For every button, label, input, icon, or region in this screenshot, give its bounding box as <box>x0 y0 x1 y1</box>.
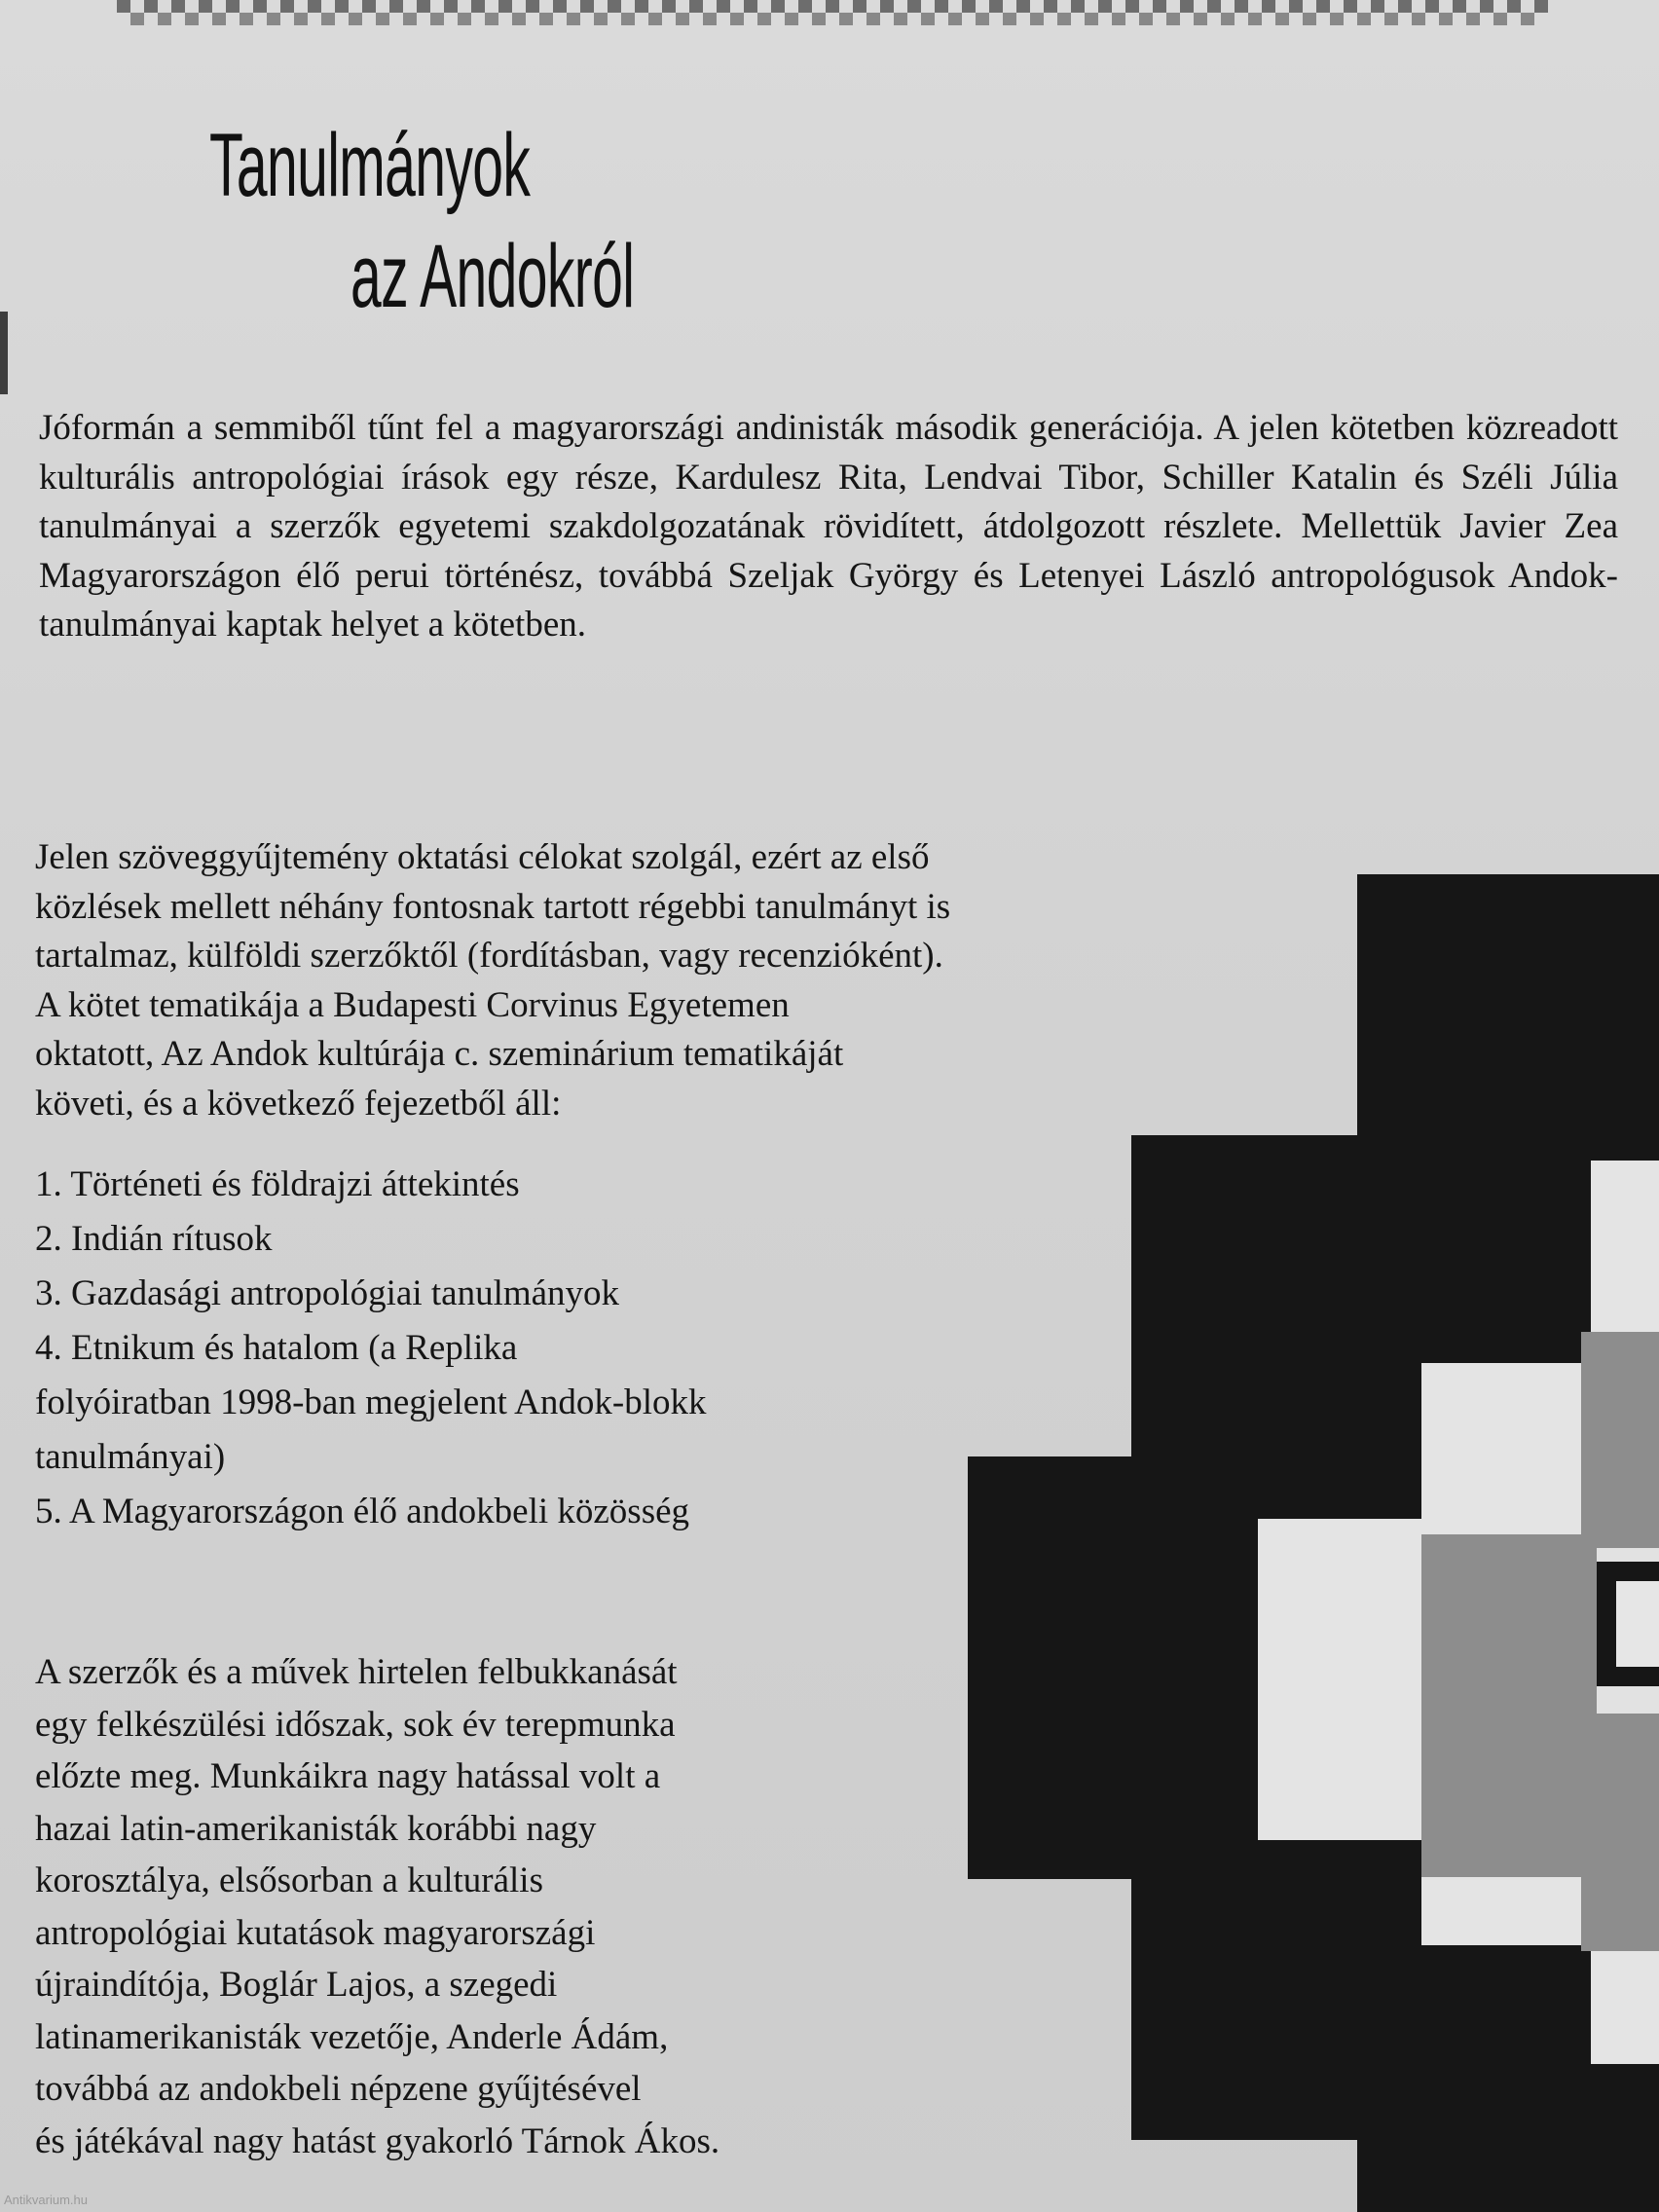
purpose-line: követi, és a következő fejezetből áll: <box>35 1083 562 1124</box>
closing-line: és játékával nagy hatást gyakorló Tárnok Ákos. <box>35 2120 720 2161</box>
left-edge-mark <box>0 312 8 394</box>
closing-line: egy felkészülési időszak, sok év terepmunka <box>35 1704 676 1745</box>
purpose-line: oktatott, Az Andok kultúrája c. szeminárium tematikáját <box>35 1034 844 1074</box>
checkered-top-border <box>117 0 1548 29</box>
book-title-line-2: az Andokról <box>350 227 635 326</box>
closing-paragraph <box>35 1646 940 2167</box>
closing-line: korosztálya, elsősorban a kulturális <box>35 1861 543 1900</box>
source-watermark: Antikvarium.hu <box>4 2193 88 2207</box>
purpose-line: tartalmaz, külföldi szerzőktől (fordításban, vagy recenzióként). <box>35 936 943 976</box>
closing-line: A szerzők és a művek hirtelen felbukkanását <box>35 1652 678 1692</box>
chapter-item: 2. Indián rítusok <box>35 1219 273 1259</box>
purpose-line: közlések mellett néhány fontosnak tartott régebbi tanulmányt is <box>35 886 951 927</box>
closing-line: antropológiai kutatások magyarországi <box>35 1912 596 1953</box>
purpose-line: Jelen szöveggyűjtemény oktatási célokat szolgál, ezért az első <box>35 837 930 877</box>
closing-line: újraindítója, Boglár Lajos, a szegedi <box>35 1965 558 2005</box>
chapter-item-continuation: folyóiratban 1998-ban megjelent Andok-blokk <box>35 1382 707 1422</box>
chapter-item-continuation: tanulmányai) <box>35 1437 226 1477</box>
closing-line: hazai latin-amerikanisták korábbi nagy <box>35 1808 597 1849</box>
chapter-item: 1. Történeti és földrajzi áttekintés <box>35 1164 520 1204</box>
chapter-item: 4. Etnikum és hatalom (a Replika <box>35 1328 518 1368</box>
chapter-item: 5. A Magyarországon élő andokbeli közösség <box>35 1492 690 1531</box>
closing-line: latinamerikanisták vezetője, Anderle Ádám, <box>35 2016 669 2057</box>
purpose-paragraph <box>35 833 1009 1128</box>
purpose-line: A kötet tematikája a Budapesti Corvinus Egyetemen <box>35 984 790 1025</box>
chapter-list <box>35 1158 960 1539</box>
book-title-line-1: Tanulmányok <box>209 116 531 215</box>
closing-line: továbbá az andokbeli népzene gyűjtésével <box>35 2069 642 2109</box>
closing-line: előzte meg. Munkáikra nagy hatással volt a <box>35 1756 661 1796</box>
intro-paragraph: Jóformán a semmiből tűnt fel a magyarországi andinisták második generációja. A jelen kötetben közreadott kulturális antropológiai írások egy része, Kardulesz Rita, Lendvai Tibor, Schiller Katalin és Széli Júlia tanulmányai a szerzők egyetemi szakdolgozatának rövidített, átdolgozott részlete. Mellettük Javier Zea Magyarországon élő perui történész, továbbá Szeljak György és Letenyei László antropológusok Andok-tanulmányai kaptak helyet a kötetben. <box>39 408 1618 645</box>
chapter-item: 3. Gazdasági antropológiai tanulmányok <box>35 1273 620 1313</box>
